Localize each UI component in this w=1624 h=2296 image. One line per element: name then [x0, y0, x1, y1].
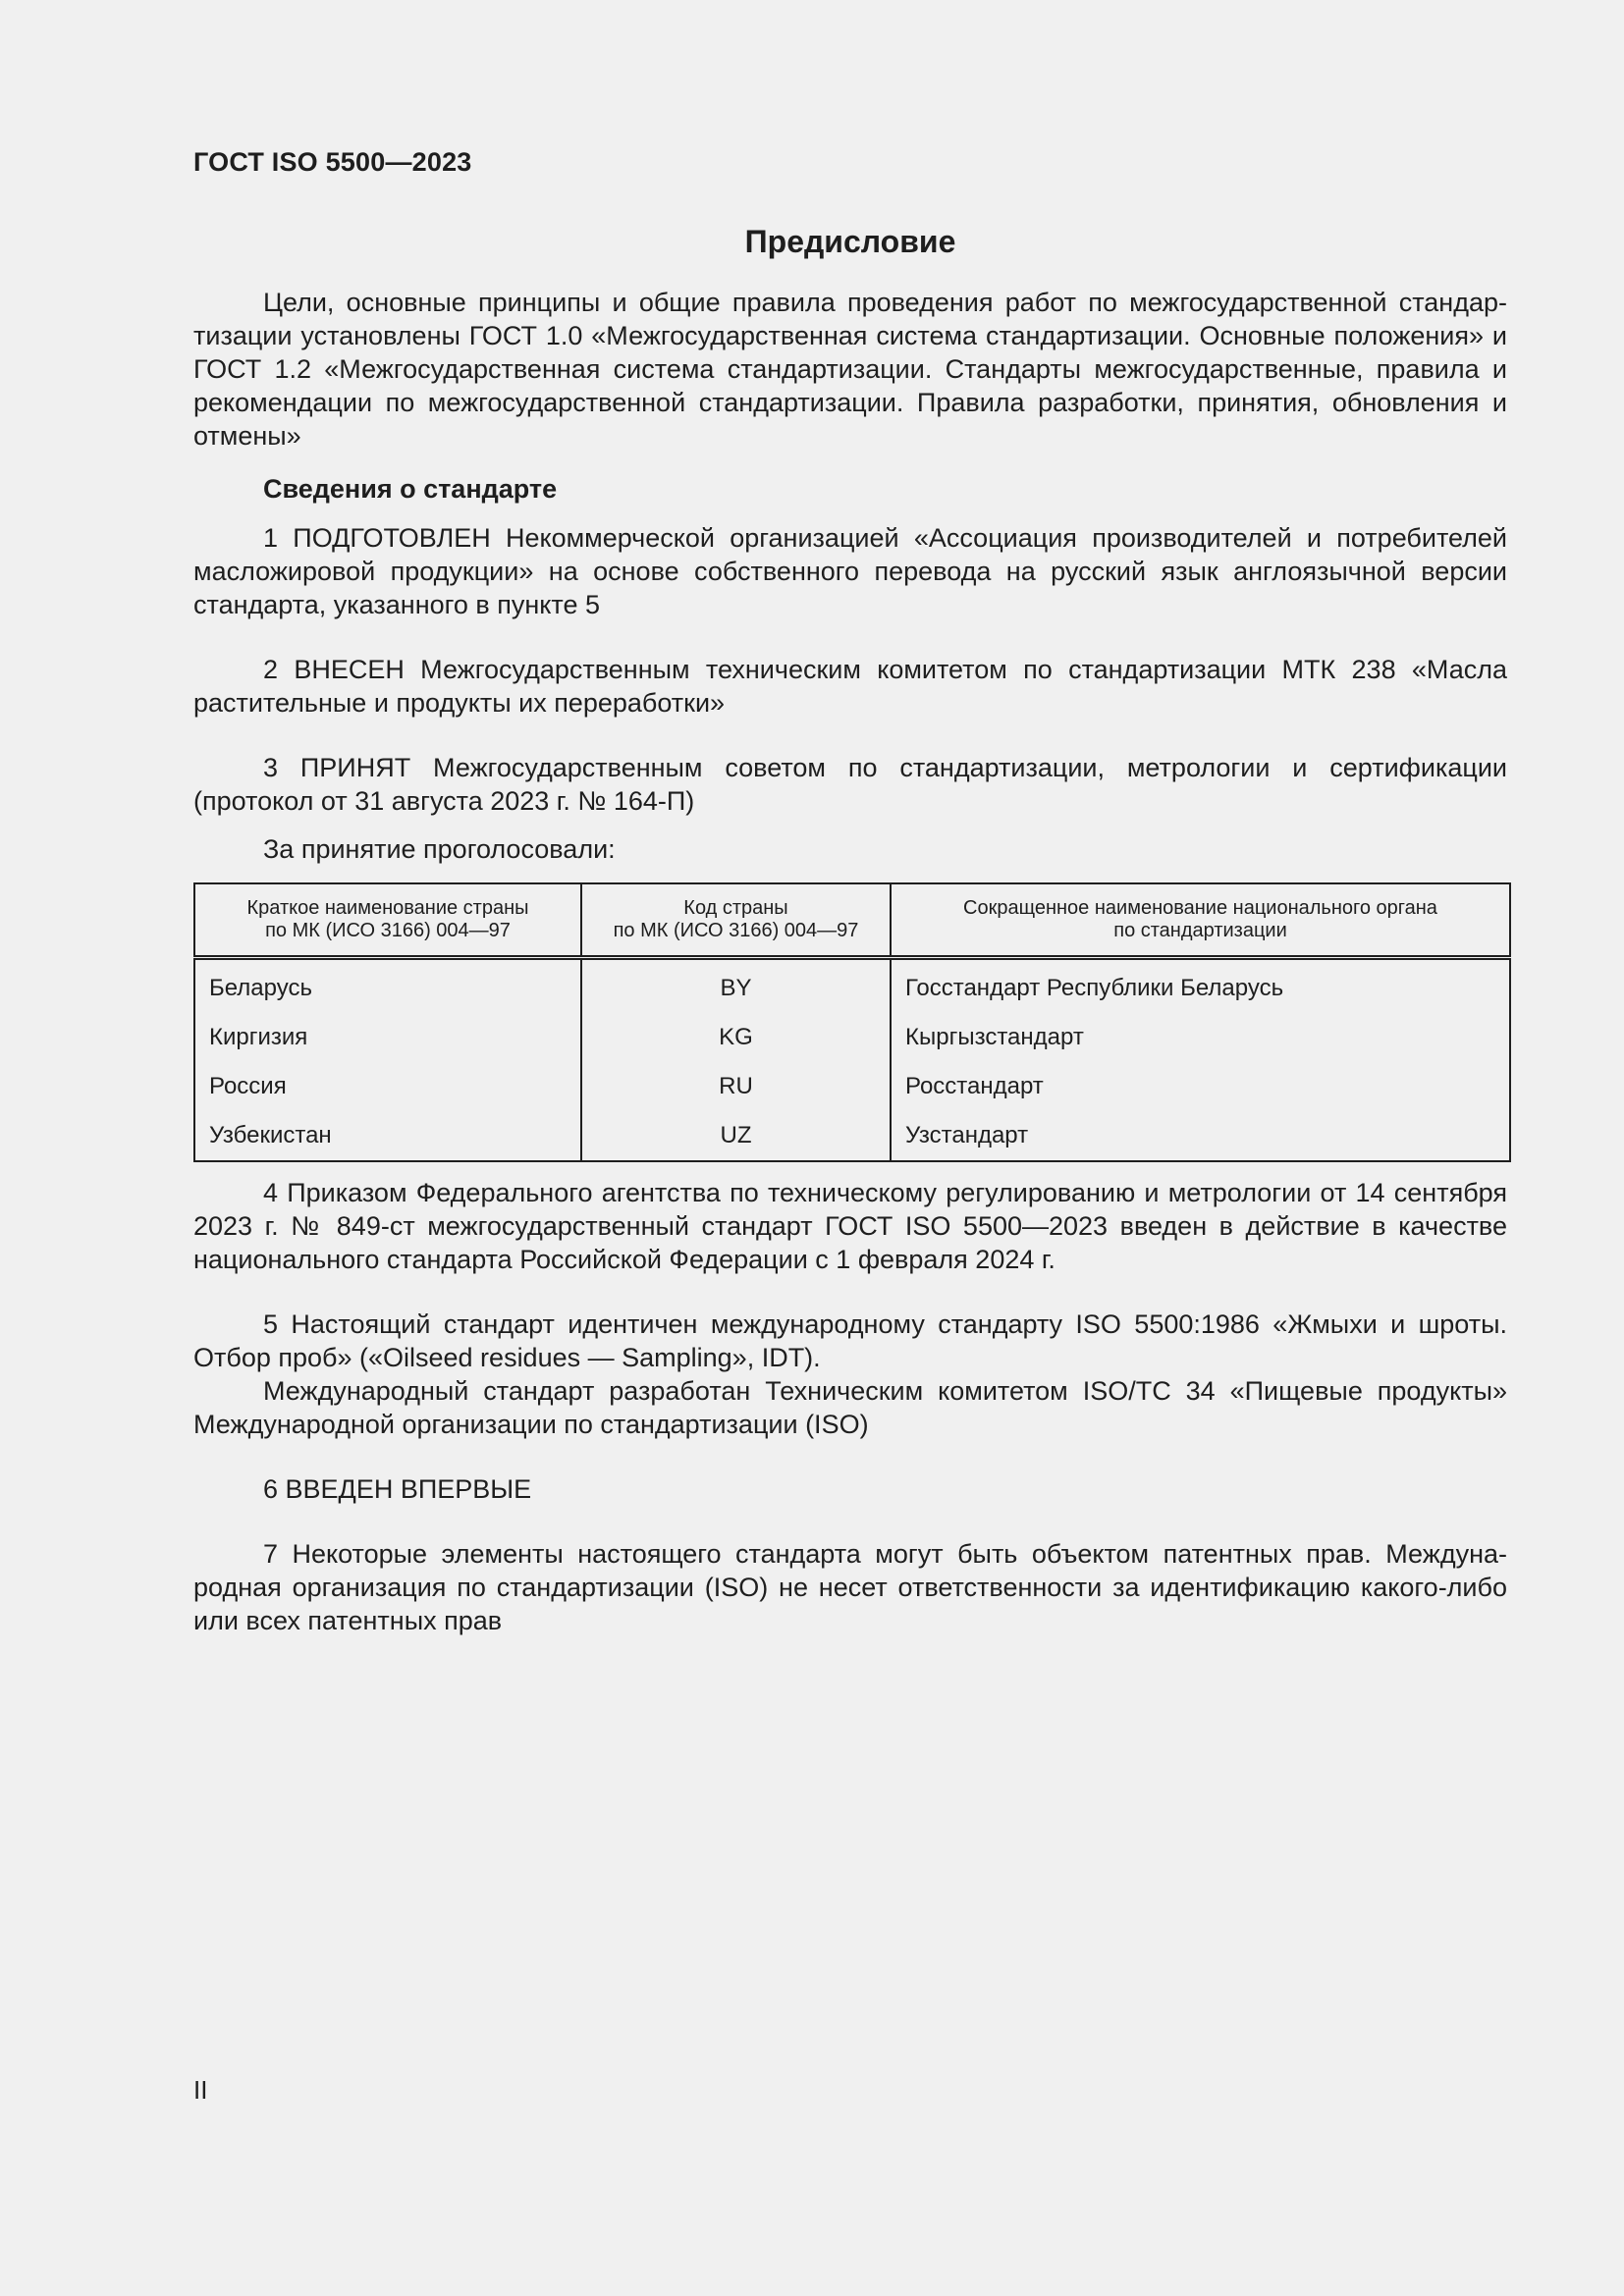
cell-country: Россия — [194, 1062, 581, 1111]
table-row — [194, 958, 1510, 1014]
intro-paragraph: Цели, основные принципы и общие правила проведения работ по межгосударственной стандартизации установлены ГОСТ 1.0 «Межгосударственная система стандартизации. Основные положения» и ГОСТ 1.2 «Межгосударственная система стандартизации. Стандарты межгосударственные, правила и рекомендации по межгосударственной стандартизации. Правила разработки, принятия, обновления и отмены» — [193, 288, 1507, 451]
item-2-paragraph: 2 ВНЕСЕН Межгосударственным техническим комитетом по стандартизации МТК 238 «Масла растительные и продукты их переработки» — [193, 655, 1507, 718]
cell-body: Кыргызстандарт — [891, 1013, 1510, 1062]
document-header: ГОСТ ISO 5500—2023 — [193, 147, 472, 177]
cell-code: KG — [581, 1013, 891, 1062]
item-3-paragraph: 3 ПРИНЯТ Межгосударственным советом по стандартизации, метрологии и сертификации (протокол от 31 августа 2023 г. № 164-П) — [193, 753, 1507, 816]
section-heading: Сведения о стандарте — [263, 474, 558, 504]
item-5-paragraph: 5 Настоящий стандарт идентичен международному стандарту ISO 5500:1986 «Жмыхи и шроты. Отбор проб» («Oilseed residues — Sampling», IDT). — [193, 1309, 1507, 1372]
cell-country: Беларусь — [194, 958, 581, 1014]
item-4-paragraph: 4 Приказом Федерального агентства по техническому регулированию и метрологии от 14 сентября 2023 г. № 849-ст межгосударственный стандарт ГОСТ ISO 5500—2023 введен в действие в качестве национального стандарта Российской Федерации с 1 февраля 2024 г. — [193, 1178, 1507, 1274]
voting-table — [193, 882, 1511, 1162]
item-7-paragraph: 7 Некоторые элементы настоящего стандарта могут быть объектом патентных прав. Международная организация по стандартизации (ISO) не несет ответственности за идентификацию какого-либо или всех патентных прав — [193, 1539, 1507, 1635]
cell-code: BY — [581, 958, 891, 1014]
header-body-line2: по стандартизации — [1113, 920, 1287, 941]
item-5-note-paragraph: Международный стандарт разработан Техническим комитетом ISO/TC 34 «Пищевые продукты» Международной организации по стандартизации (ISO) — [193, 1376, 1507, 1439]
cell-country: Узбекистан — [194, 1111, 581, 1161]
page-title: Предисловие — [744, 224, 956, 259]
table-row — [194, 1013, 1510, 1062]
page-number: II — [193, 2075, 208, 2105]
item-6-paragraph: 6 ВВЕДЕН ВПЕРВЫЕ — [263, 1474, 532, 1504]
item-1-paragraph: 1 ПОДГОТОВЛЕН Некоммерческой организацией «Ассоциация производителей и потребителей масложировой продукции» на основе собственного перевода на русский язык англоязычной версии стандарта, указанного в пункте 5 — [193, 523, 1507, 619]
cell-code: RU — [581, 1062, 891, 1111]
cell-body: Росстандарт — [891, 1062, 1510, 1111]
table-header-row — [194, 883, 1510, 958]
cell-code: UZ — [581, 1111, 891, 1161]
header-code-line1: Код страны — [683, 897, 788, 919]
header-country-line2: по МК (ИСО 3166) 004—97 — [265, 920, 511, 941]
cell-country: Киргизия — [194, 1013, 581, 1062]
header-body-line1: Сокращенное наименование национального органа — [963, 897, 1437, 919]
cell-body: Узстандарт — [891, 1111, 1510, 1161]
header-country — [194, 883, 581, 958]
header-body — [891, 883, 1510, 958]
table-row — [194, 1111, 1510, 1161]
header-country-line1: Краткое наименование страны — [246, 897, 529, 919]
header-code-line2: по МК (ИСО 3166) 004—97 — [613, 920, 859, 941]
table-row — [194, 1062, 1510, 1111]
voted-label: За принятие проголосовали: — [263, 834, 616, 864]
header-code — [581, 883, 891, 958]
cell-body: Госстандарт Республики Беларусь — [891, 958, 1510, 1014]
